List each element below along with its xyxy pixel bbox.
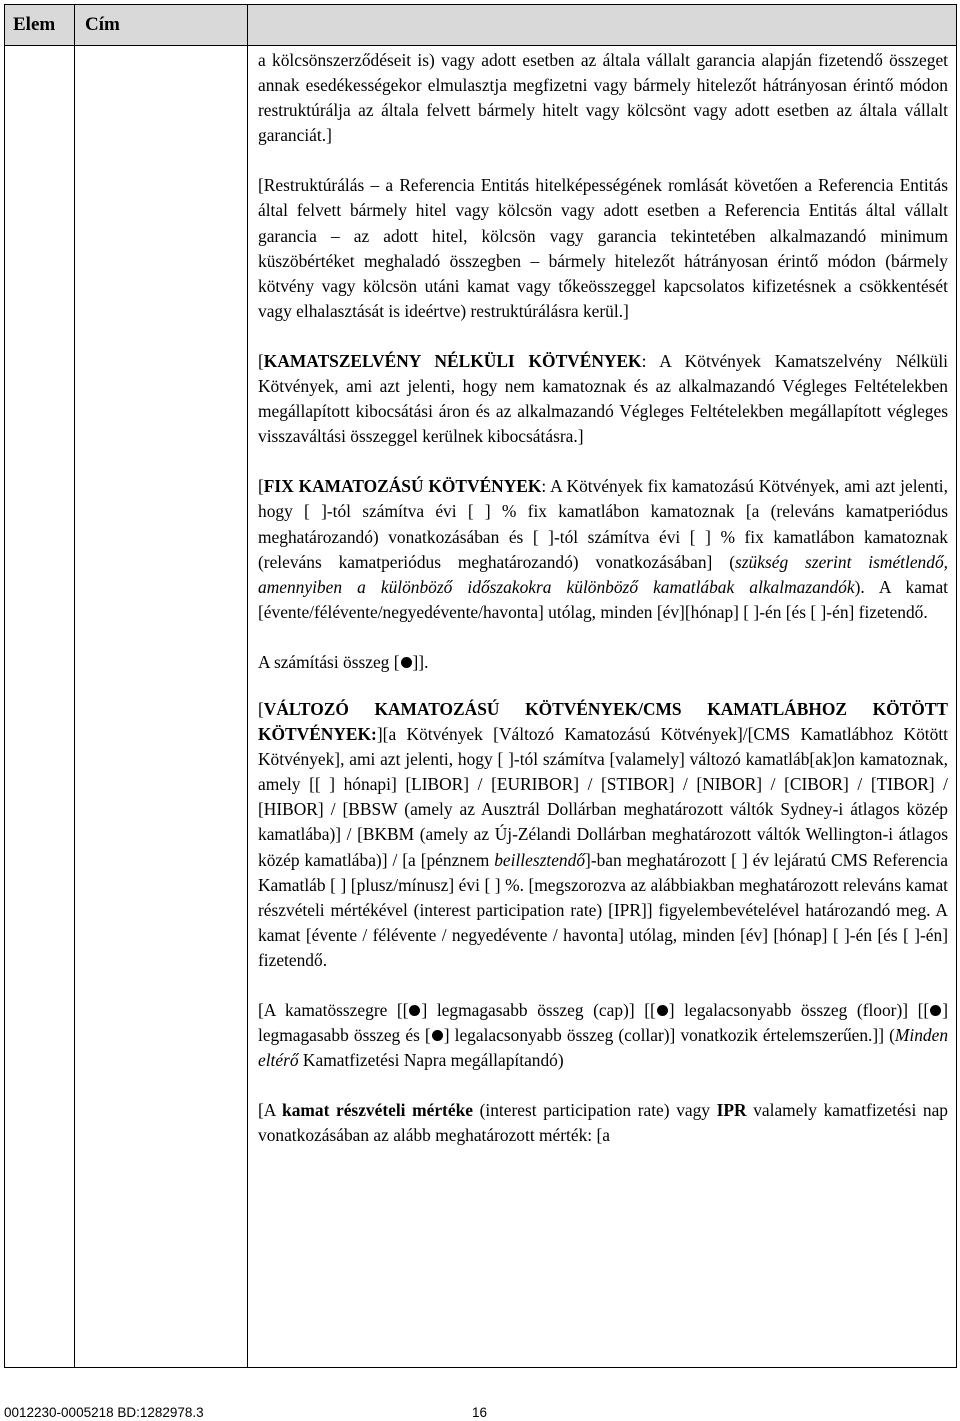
italic-note: beillesztendő — [494, 849, 586, 870]
text-fragment: ][a Kötvények [Változó Kamatozású Kötvények]/[CMS Kamatlábhoz Kötött Kötvények], ami azt jelenti, hogy [ ]-tól számítva [valamely] változó kamatláb[ak]on kamatoznak, amely [[ ] hónapi] [LIBOR] / [EURIBOR] / [STIBOR] / [NIBOR] / [CIBOR] / [TIBOR] / [HIBOR] / [BBSW (amely az Ausztrál Dollárban meghatározott váltók Sydney-i átlagos közép kamatlába)] / [BKBM (amely az Új-Zélandi Dollárban meghatározott váltók Wellington-i átlagos közép kamatlába)] / [a [pénznem — [258, 724, 948, 870]
document-table — [4, 4, 957, 1368]
text-fragment: ]]. — [412, 651, 429, 672]
text-fragment: ). A kamat [évente/félévente/negyedévente/havonta] utólag, minden [év][hónap] [ ]-én [és [ ]-én] fizetendő. — [258, 576, 948, 622]
cim-cell — [75, 46, 248, 1368]
text-fragment: (interest participation rate) vagy — [472, 1100, 717, 1121]
text-fragment: A számítási összeg [ — [258, 651, 400, 672]
table-row — [5, 46, 957, 1368]
bullet-dot-icon — [432, 1030, 443, 1041]
italic-note: Minden eltérő — [258, 1025, 949, 1071]
text-fragment: [ — [258, 350, 264, 371]
paragraph-restructuring-definition: [Restruktúrálás – a Referencia Entitás hitelképességének romlását követően a Referencia Entitás által felvett bármely hitel vagy kölcsön vagy adott esetben a Referencia Entitás által vállalt garancia – az adott hitel, kölcsön vagy garancia tekintetében alkalmazandó minimum küszöbértéket meghaladó összegben – bármely hitelezőt hátrányosan érintő módon (bármely kötvény vagy kölcsön utáni kamat vagy tőkeösszeggel kapcsolatos kifizetésnek a csökkentését vagy elhalasztását is ideértve) restruktúrálásra kerül.] — [258, 175, 948, 321]
paragraph-calculation-amount — [258, 650, 948, 675]
section-heading: KAMATSZELVÉNY NÉLKÜLI KÖTVÉNYEK — [263, 350, 642, 371]
paragraph-restructuring-cont: a kölcsönszerződéseit is) vagy adott esetben az általa vállalt garancia alapján fizetendő összeget annak esedékességekor elmulasztja megfizetni vagy bármely hitelezőt hátrányosan érintő módon restruktúrálja az általa felvett bármely hitelt vagy kölcsönt vagy adott esetben az általa vállalt garanciát.] — [258, 50, 948, 146]
text-fragment: : A Kötvények Kamatszelvény Nélküli Kötvények, ami azt jelenti, hogy nem kamatoznak és az alkalmazandó Végleges Feltételekben megállapított kibocsátási áron és az alkalmazandó Végleges Feltételekben megállapított végleges visszaváltási összeggel kerülnek kibocsátásra.] — [258, 350, 948, 447]
header-content — [248, 5, 957, 46]
text-fragment: ]-ban meghatározott [ ] év lejáratú CMS Referencia Kamatláb [ ] [plusz/mínusz] évi [ ] %. [megszorozva az alábbiakban meghatározott releváns kamat részvételi mértékével (interest participation rate) [IPR]] figyelembevételével határozandó meg. A kamat [évente / félévente / negyedévente / havonta] utólag, minden [év] [hónap] [ ]-én [és [ ]-én] fizetendő. — [258, 849, 948, 970]
italic-note: szükség szerint ismétlendő, amennyiben a különböző időszakokra különböző kamatlábak alkalmazandók — [258, 551, 948, 597]
paragraph-zero-coupon-notes — [258, 349, 948, 449]
text-fragment: [ — [258, 698, 264, 719]
text-fragment: Kamatfizetési Napra megállapítandó) — [298, 1050, 564, 1071]
bullet-dot-icon — [409, 1005, 420, 1016]
header-elem: Elem — [5, 5, 75, 46]
text-fragment: [A kamatösszegre [[ — [258, 1000, 409, 1020]
elem-cell — [5, 46, 75, 1368]
paragraph-fixed-rate-notes — [258, 474, 948, 625]
text-fragment: ] legalacsonyabb összeg (floor)] [[ — [668, 1000, 930, 1020]
bullet-dot-icon — [657, 1005, 668, 1016]
paragraph-interest-participation-rate — [258, 1098, 948, 1148]
content-cell — [248, 46, 957, 1368]
header-cim: Cím — [75, 5, 248, 46]
text-fragment: ] legalacsonyabb összeg (collar)] vonatkozik értelemszerűen.]] ( — [443, 1025, 895, 1046]
text-fragment: ] legmagasabb összeg (cap)] [[ — [421, 1000, 656, 1020]
footer-document-reference: 0012230-0005218 BD:1282978.3 — [4, 1405, 204, 1420]
table-header-row — [5, 5, 957, 46]
bold-term: IPR — [716, 1100, 747, 1121]
paragraph-floating-rate-notes — [258, 697, 948, 973]
text-fragment: : A Kötvények fix kamatozású Kötvények, ami azt jelenti, hogy [ ]-tól számítva évi [ ] % fix kamatlábon kamatoznak [a (releváns kamatperiódus meghatározandó) vonatkozásában és [ ]-tól számítva évi [ ] % fix kamatlábon kamatoznak (releváns kamatperiódus meghatározandó) vonatkozásában] ( — [258, 476, 948, 572]
bold-term: kamat részvételi mértéke — [282, 1100, 473, 1121]
text-fragment: [A — [258, 1100, 283, 1121]
text-fragment: valamely kamatfizetési nap vonatkozásában az alább meghatározott mérték: [a — [258, 1100, 949, 1146]
text-fragment: [ — [258, 476, 264, 497]
paragraph-interest-cap-floor — [258, 998, 948, 1073]
text-fragment: ] legmagasabb összeg és [ — [258, 1000, 948, 1046]
bullet-dot-icon — [930, 1005, 941, 1016]
section-heading: VÁLTOZÓ KAMATOZÁSÚ KÖTVÉNYEK/CMS KAMATLÁBHOZ KÖTÖTT KÖTVÉNYEK: — [258, 698, 948, 745]
bullet-dot-icon — [401, 657, 412, 668]
section-heading: FIX KAMATOZÁSÚ KÖTVÉNYEK — [263, 476, 542, 497]
footer-page-number: 16 — [472, 1405, 488, 1420]
